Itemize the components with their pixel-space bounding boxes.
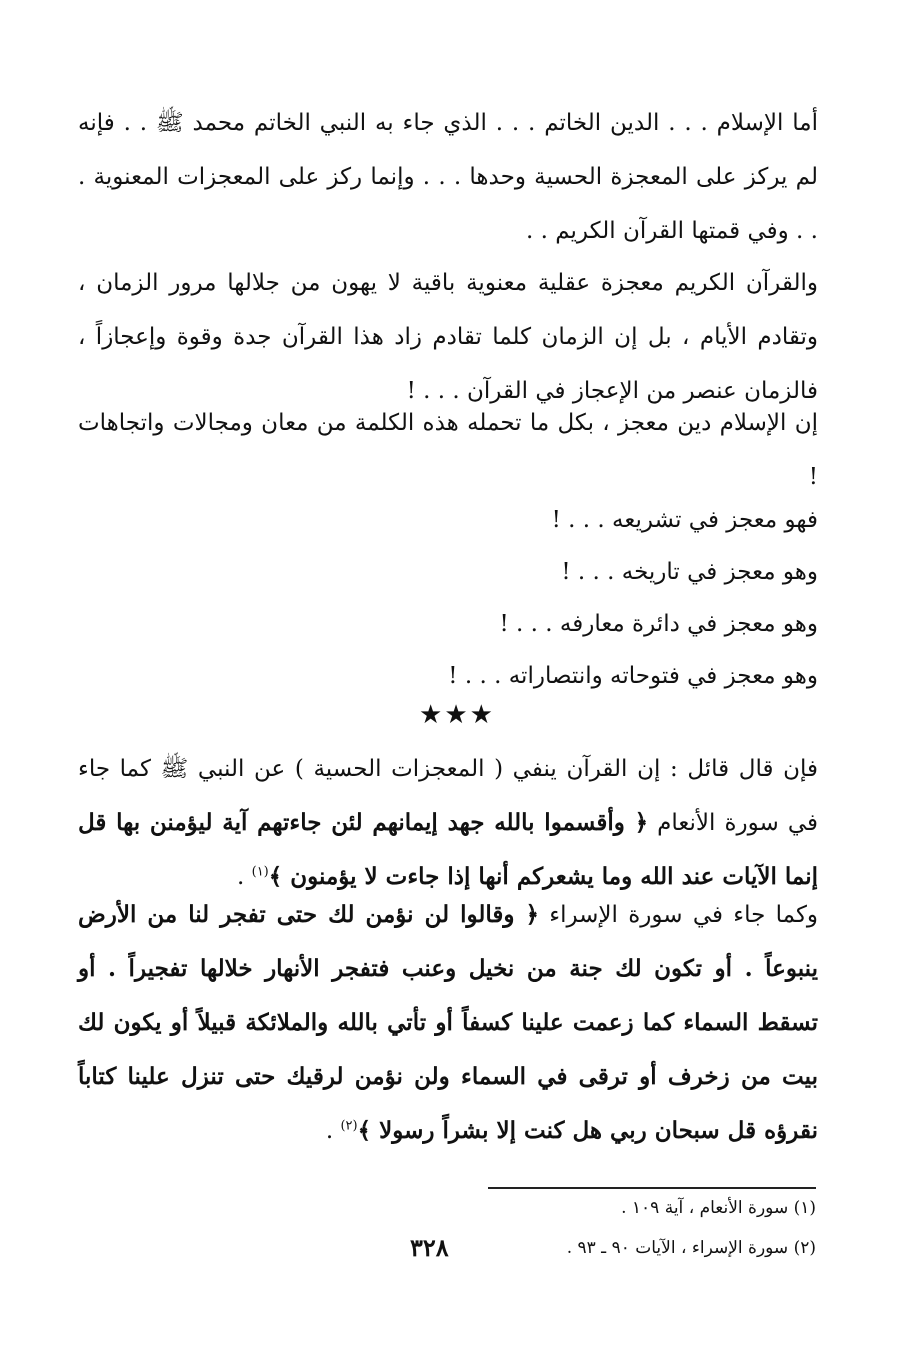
- paragraph-quran-miracle: والقرآن الكريم معجزة عقلية معنوية باقية لا يهون من جلالها مرور الزمان ، وتقادم الأيام ، بل إن الزمان كلما تقادم زاد هذا القرآن جدة وقوة وإعجازاً ، فالزمان عنصر من الإعجاز في القرآن . . . !: [78, 270, 818, 404]
- sentence-end: .: [325, 1118, 341, 1144]
- quran-verse-isra: ﴿ وقالوا لن نؤمن لك حتى تفجر لنا من الأرض ينبوعاً . أو تكون لك جنة من نخيل وعنب فتفجر الأنهار خلالها تفجيراً . أو تسقط السماء كما زعمت علينا كسفاً أو تأتي بالله والملائكة قبيلاً أو يكون لك بيت من زخرف أو ترقى في السماء ولن نؤمن لرقيك حتى تنزل علينا كتاباً نقرؤه قل سبحان ربي هل كنت إلا بشراً رسولا ﴾: [78, 901, 818, 1144]
- section-divider-stars: ★★★: [419, 700, 495, 730]
- page-number: ٣٢٨: [410, 1233, 449, 1262]
- footnote-ref-1: (١): [251, 864, 269, 880]
- paragraph-objection: [78, 742, 818, 904]
- paragraph-islam-final-religion: أما الإسلام . . . الدين الخاتم . . . الذي جاء به النبي الخاتم محمد ﷺ . . فإنه لم يركز على المعجزة الحسية وحدها . . . وإنما ركز على المعجزات المعنوية . . . وفي قمتها القرآن الكريم . .: [78, 110, 818, 244]
- list-item-knowledge: وهو معجز في دائرة معارفه . . . !: [499, 611, 818, 637]
- list-item-conquests: وهو معجز في فتوحاته وانتصاراته . . . !: [448, 663, 818, 689]
- quran-verse-anam: ﴿ وأقسموا بالله جهد إيمانهم لئن جاءتهم آية ليؤمنن بها قل إنما الآيات عند الله وما يشعركم أنها إذا جاءت لا يؤمنون ﴾: [78, 809, 818, 890]
- list-item-legislation: فهو معجز في تشريعه . . . !: [551, 507, 818, 533]
- sentence-end: .: [236, 864, 252, 890]
- footnote-1: (١) سورة الأنعام ، آية ١٠٩ .: [621, 1198, 816, 1218]
- footnote-ref-2: (٢): [340, 1118, 358, 1134]
- objection-intro: فإن قال قائل : إن القرآن ينفي ( المعجزات الحسية ) عن النبي ﷺ كما جاء في سورة الأنعام: [78, 756, 818, 836]
- footnote-2: (٢) سورة الإسراء ، الآيات ٩٠ ـ ٩٣ .: [566, 1238, 816, 1258]
- paragraph-isra: [78, 888, 818, 1158]
- paragraph-islam-miraculous: إن الإسلام دين معجز ، بكل ما تحمله هذه الكلمة من معان ومجالات واتجاهات !: [78, 410, 818, 490]
- isra-intro: وكما جاء في سورة الإسراء: [549, 902, 819, 928]
- list-item-history: وهو معجز في تاريخه . . . !: [561, 559, 818, 585]
- footnote-separator: [488, 1187, 816, 1189]
